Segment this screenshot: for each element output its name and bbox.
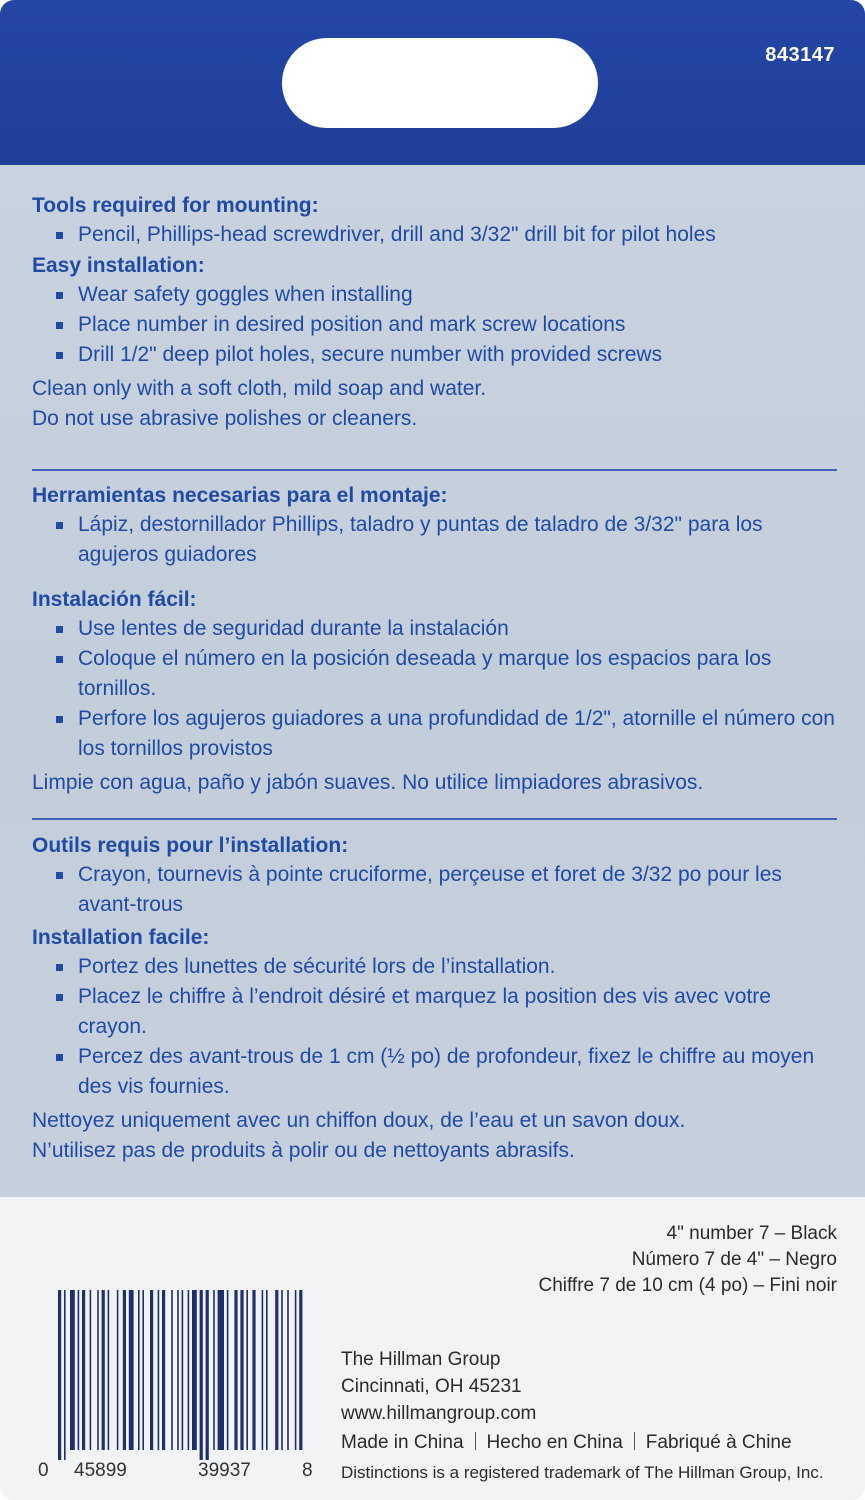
bullet-icon: [56, 352, 63, 359]
made-in-spanish: Hecho en China: [486, 1432, 623, 1453]
english-install-list: [32, 280, 837, 370]
made-in-french: Fabriqué à Chine: [645, 1432, 792, 1453]
bullet-icon: [56, 872, 63, 879]
french-install-list: [32, 952, 837, 1102]
list-item: Drill 1/2" deep pilot holes, secure number with provided screws: [32, 340, 837, 370]
english-tools-list: [32, 220, 837, 250]
barcode-bar: [262, 1290, 264, 1450]
barcode-bar: [177, 1290, 179, 1450]
list-item: Wear safety goggles when installing: [32, 280, 837, 310]
barcode-bar: [102, 1290, 105, 1450]
barcode-bar: [58, 1290, 61, 1460]
bullet-icon: [56, 232, 63, 239]
bullet-icon: [56, 964, 63, 971]
barcode-bar: [162, 1290, 165, 1450]
bullet-icon: [56, 716, 63, 723]
section-divider: [32, 818, 837, 820]
barcode-bar: [295, 1290, 297, 1450]
barcode-digit: 45899: [74, 1460, 127, 1481]
company-address: Cincinnati, OH 45231: [341, 1376, 522, 1397]
list-item: Use lentes de seguridad durante la instalación: [32, 614, 837, 644]
barcode-bar: [171, 1290, 173, 1450]
barcode-bar: [234, 1290, 237, 1450]
french-tools-heading: Outils requis pour l’installation:: [32, 834, 349, 857]
barcode-bar: [192, 1290, 197, 1450]
barcode-bar: [299, 1290, 302, 1450]
made-in-line: [341, 1430, 792, 1456]
list-item: Portez des lunettes de sécurité lors de l’installation.: [32, 952, 837, 982]
separator: [634, 1432, 635, 1450]
barcode-bar: [252, 1290, 255, 1450]
product-line: 4" number 7 – Black: [666, 1223, 837, 1244]
barcode-bar: [70, 1290, 75, 1450]
barcode-bar: [227, 1290, 229, 1450]
spanish-install-heading: Instalación fácil:: [32, 588, 197, 611]
barcode-bar: [246, 1290, 248, 1450]
barcode: [40, 1290, 318, 1460]
barcode-bar: [158, 1290, 160, 1450]
list-item: Pencil, Phillips-head screwdriver, drill and 3/32" drill bit for pilot holes: [32, 220, 837, 250]
barcode-bar: [287, 1290, 289, 1450]
list-item: Place number in desired position and mark screw locations: [32, 310, 837, 340]
sku-number: 843147: [765, 44, 835, 66]
company-name: The Hillman Group: [341, 1349, 501, 1370]
english-install-heading: Easy installation:: [32, 254, 205, 277]
hang-hole: [282, 38, 598, 128]
product-description: [538, 1221, 837, 1299]
bullet-icon: [56, 994, 63, 1001]
barcode-bar: [275, 1290, 278, 1450]
barcode-bar: [142, 1290, 144, 1450]
barcode-bar: [64, 1290, 66, 1460]
barcode-digit: 0: [38, 1460, 49, 1481]
list-item: Placez le chiffre à l’endroit désiré et marquez la position des vis avec votre crayon.: [32, 982, 837, 1042]
french-instructions: [32, 832, 837, 1166]
bullet-icon: [56, 522, 63, 529]
spanish-tools-list: [32, 510, 837, 570]
barcode-digits: [38, 1460, 320, 1484]
barcode-bar: [218, 1290, 224, 1450]
bullet-icon: [56, 292, 63, 299]
spanish-tools-heading: Herramientas necesarias para el montaje:: [32, 484, 448, 507]
bullet-icon: [56, 626, 63, 633]
list-item: Crayon, tournevis à pointe cruciforme, perçeuse et foret de 3/32 po pour les avant-trous: [32, 860, 837, 920]
made-in-english: Made in China: [341, 1432, 464, 1453]
french-tools-list: [32, 860, 837, 920]
barcode-bar: [240, 1290, 243, 1450]
product-line: Número 7 de 4" – Negro: [631, 1249, 837, 1270]
barcode-bar: [90, 1290, 92, 1450]
section-divider: [32, 469, 837, 471]
barcode-bar: [108, 1290, 110, 1450]
barcode-bar: [182, 1290, 184, 1450]
barcode-bar: [97, 1290, 99, 1450]
barcode-bar: [200, 1290, 203, 1460]
barcode-bar: [188, 1290, 190, 1450]
bullet-icon: [56, 1054, 63, 1061]
barcode-bar: [206, 1290, 209, 1460]
english-care-line: Do not use abrasive polishes or cleaners.: [32, 407, 418, 430]
spanish-install-list: [32, 614, 837, 764]
list-item: Percez des avant-trous de 1 cm (½ po) de profondeur, fixez le chiffre au moyen des vis fournies.: [32, 1042, 837, 1102]
bullet-icon: [56, 656, 63, 663]
french-care-line: N’utilisez pas de produits à polir ou de nettoyants abrasifs.: [32, 1139, 575, 1162]
barcode-bar: [78, 1290, 80, 1450]
barcode-digit: 8: [302, 1460, 313, 1481]
barcode-bar: [266, 1290, 268, 1450]
spanish-instructions: [32, 482, 837, 798]
barcode-bar: [150, 1290, 153, 1450]
product-line: Chiffre 7 de 10 cm (4 po) – Fini noir: [538, 1275, 837, 1296]
barcode-bar: [281, 1290, 283, 1450]
english-tools-heading: Tools required for mounting:: [32, 194, 319, 217]
french-care-line: Nettoyez uniquement avec un chiffon doux, de l’eau et un savon doux.: [32, 1109, 686, 1132]
list-item: Lápiz, destornillador Phillips, taladro y puntas de taladro de 3/32" para los agujeros guiadores: [32, 510, 837, 570]
bullet-icon: [56, 322, 63, 329]
separator: [475, 1432, 476, 1450]
barcode-digit: 39937: [198, 1460, 251, 1481]
barcode-bar: [129, 1290, 134, 1450]
english-instructions: [32, 192, 837, 434]
barcode-bar: [117, 1290, 119, 1450]
barcode-bar: [123, 1290, 126, 1450]
company-info: [341, 1346, 536, 1427]
company-website: www.hillmangroup.com: [341, 1403, 537, 1424]
french-install-heading: Installation facile:: [32, 926, 210, 949]
barcode-bar: [82, 1290, 85, 1450]
list-item: Perfore los agujeros guiadores a una profundidad de 1/2", atornille el número con los tornillos provistos: [32, 704, 837, 764]
english-care-line: Clean only with a soft cloth, mild soap and water.: [32, 377, 487, 400]
spanish-care-line: Limpie con agua, paño y jabón suaves. No utilice limpiadores abrasivos.: [32, 771, 704, 794]
list-item: Coloque el número en la posición deseada y marque los espacios para los tornillos.: [32, 644, 837, 704]
barcode-bar: [138, 1290, 140, 1450]
trademark-notice: Distinctions is a registered trademark of The Hillman Group, Inc.: [341, 1463, 824, 1482]
barcode-bar: [213, 1290, 215, 1450]
